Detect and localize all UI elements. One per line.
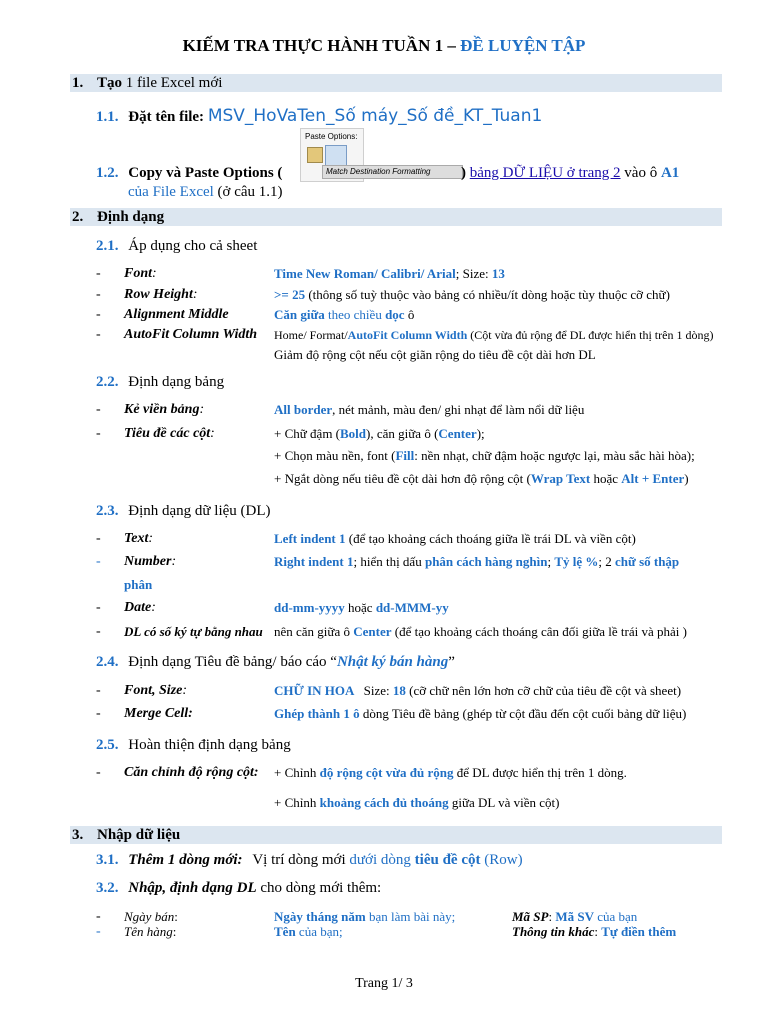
merge-cell-label: Merge Cell: [124,706,193,721]
section-2-title: Định dạng [97,209,165,225]
page-number: Trang 1/ 3 [355,976,413,991]
section-number: 1. [72,75,84,91]
paste-options-title: Paste Options: [305,132,358,141]
title-font-value: CHỮ IN HOA Size: 18 (cỡ chữ nên lớn hơn cỡ chữ của tiêu đề cột và sheet) [274,683,682,698]
product-name-value: Tên của bạn; [274,924,343,939]
item-number: 1.1. [96,109,119,125]
item-label: Đặt tên file: [128,109,205,125]
column-width-line2: + Chỉnh khoảng cách đủ thoáng giữa DL và viền cột) [274,795,560,810]
merge-cell-value: Ghép thành 1 ô dòng Tiêu đề bảng (ghép từ cột đầu đến cột cuối bảng dữ liệu) [274,706,687,721]
border-value: All border, nét mảnh, màu đen/ ghi nhạt để làm nổi dữ liệu [274,402,585,417]
alignment-value: Căn giữa theo chiều dọc ô [274,307,415,322]
number-value-cont: phân [124,577,153,592]
autofit-value: Home/ Format/AutoFit Column Width (Cột vừa đủ rộng để DL được hiển thị trên 1 dòng) [274,328,714,342]
section-1-header [70,74,722,92]
item-label: Copy và Paste Options ( [128,165,283,181]
section-3-title: Nhập dữ liệu [97,827,181,843]
autofit-line2: Giảm độ rộng cột nếu cột giãn rộng do tiêu đề cột dài hơn DL [274,347,596,362]
date-value: dd-mm-yyyy hoặc dd-MMM-yy [274,600,449,615]
title-text: KIẾM TRA THỰC HÀNH TUẦN 1 – [182,36,456,55]
date-label: Date: [124,600,156,615]
section-2-header [70,208,722,226]
header-line3: + Ngắt dòng nếu tiêu đề cột dài hơn độ rộng cột (Wrap Text hoặc Alt + Enter) [274,471,689,486]
row-height-value: >= 25 (thông số tuỳ thuộc vào bảng có nhiều/ít dòng hoặc tùy thuộc cỡ chữ) [274,287,670,302]
header-label: Tiêu đề các cột: [124,426,215,441]
sale-date-label: Ngày bán: [124,909,178,924]
product-code: Mã SP: Mã SV của bạn [512,909,638,924]
item-2-1: 2.1. Áp dụng cho cả sheet [96,238,258,254]
item-number: 1.2. [96,165,119,181]
data-table-link[interactable]: bảng DỮ LIỆU ở trang 2 [469,165,621,181]
number-label: Number: [124,554,177,569]
other-info: Thông tin khác: Tự điền thêm [512,924,677,939]
product-name-label: Tên hàng: [124,924,177,939]
text-label: Text: [124,531,154,546]
title-highlight: ĐỀ LUYỆN TẬP [460,36,586,55]
border-label: Kẻ viền bảng: [124,402,205,417]
column-width-line1: + Chỉnh độ rộng cột vừa đủ rộng để DL được hiển thị trên 1 dòng. [274,765,627,780]
number-value: Right indent 1; hiển thị dấu phân cách hàng nghìn; Tỷ lệ %; 2 chữ số thập [274,554,680,569]
cell-ref: A1 [660,165,680,181]
item-1-1 [96,106,542,126]
section-1-title: Tạo 1 file Excel mới [97,75,223,91]
item-2-4: 2.4. Định dạng Tiêu đề bảng/ báo cáo “Nhật ký bán hàng” [96,654,455,670]
clipboard-icon [307,147,323,163]
page-title [0,36,768,56]
font-value: Time New Roman/ Calibri/ Arial; Size: 13 [274,266,505,281]
fixed-length-label: DL có số ký tự bằng nhau [124,624,263,639]
item-1-2-line2: của File Excel (ở câu 1.1) [128,184,283,200]
item-3-2: 3.2. Nhập, định dạng DL cho dòng mới thêm: [96,880,382,896]
fixed-length-value: nên căn giữa ô Center (để tạo khoảng cách thoáng cân đối giữa lề trái và phải ) [274,624,687,639]
section-3-header [70,826,722,844]
sale-date-value: Ngày tháng năm bạn làm bài này; [274,909,456,924]
item-3-1: 3.1. Thêm 1 dòng mới: Vị trí dòng mới dưới dòng tiêu đề cột (Row) [96,852,523,868]
autofit-label: AutoFit Column Width [124,327,258,342]
paste-option-caption: Match Destination Formatting [322,165,463,179]
paste-format-icon [325,145,347,167]
font-label: Font: [124,266,157,281]
text-value: Left indent 1 (để tạo khoảng cách thoáng giữa lề trái DL và viền cột) [274,531,636,546]
title-font-label: Font, Size: [124,683,188,698]
item-2-3: 2.3. Định dạng dữ liệu (DL) [96,503,271,519]
item-2-5: 2.5. Hoàn thiện định dạng bảng [96,737,291,753]
item-2-2: 2.2. Định dạng bảng [96,374,225,390]
section-number: 3. [72,827,84,843]
column-width-label: Căn chỉnh độ rộng cột: [124,765,259,780]
file-name-value: MSV_HoVaTen_Số máy_Số đề_KT_Tuan1 [207,106,543,126]
row-height-label: Row Height: [124,287,198,302]
alignment-label: Alignment Middle [124,307,229,322]
header-line1: + Chữ đậm (Bold), căn giữa ô (Center); [274,426,485,441]
item-1-2 [96,165,282,182]
header-line2: + Chọn màu nền, font (Fill: nền nhạt, chữ đậm hoặc ngược lại, màu sắc hài hòa); [274,448,695,463]
section-number: 2. [72,209,84,225]
item-1-2-tail: ) bảng DỮ LIỆU ở trang 2 vào ô A1 [461,165,680,181]
